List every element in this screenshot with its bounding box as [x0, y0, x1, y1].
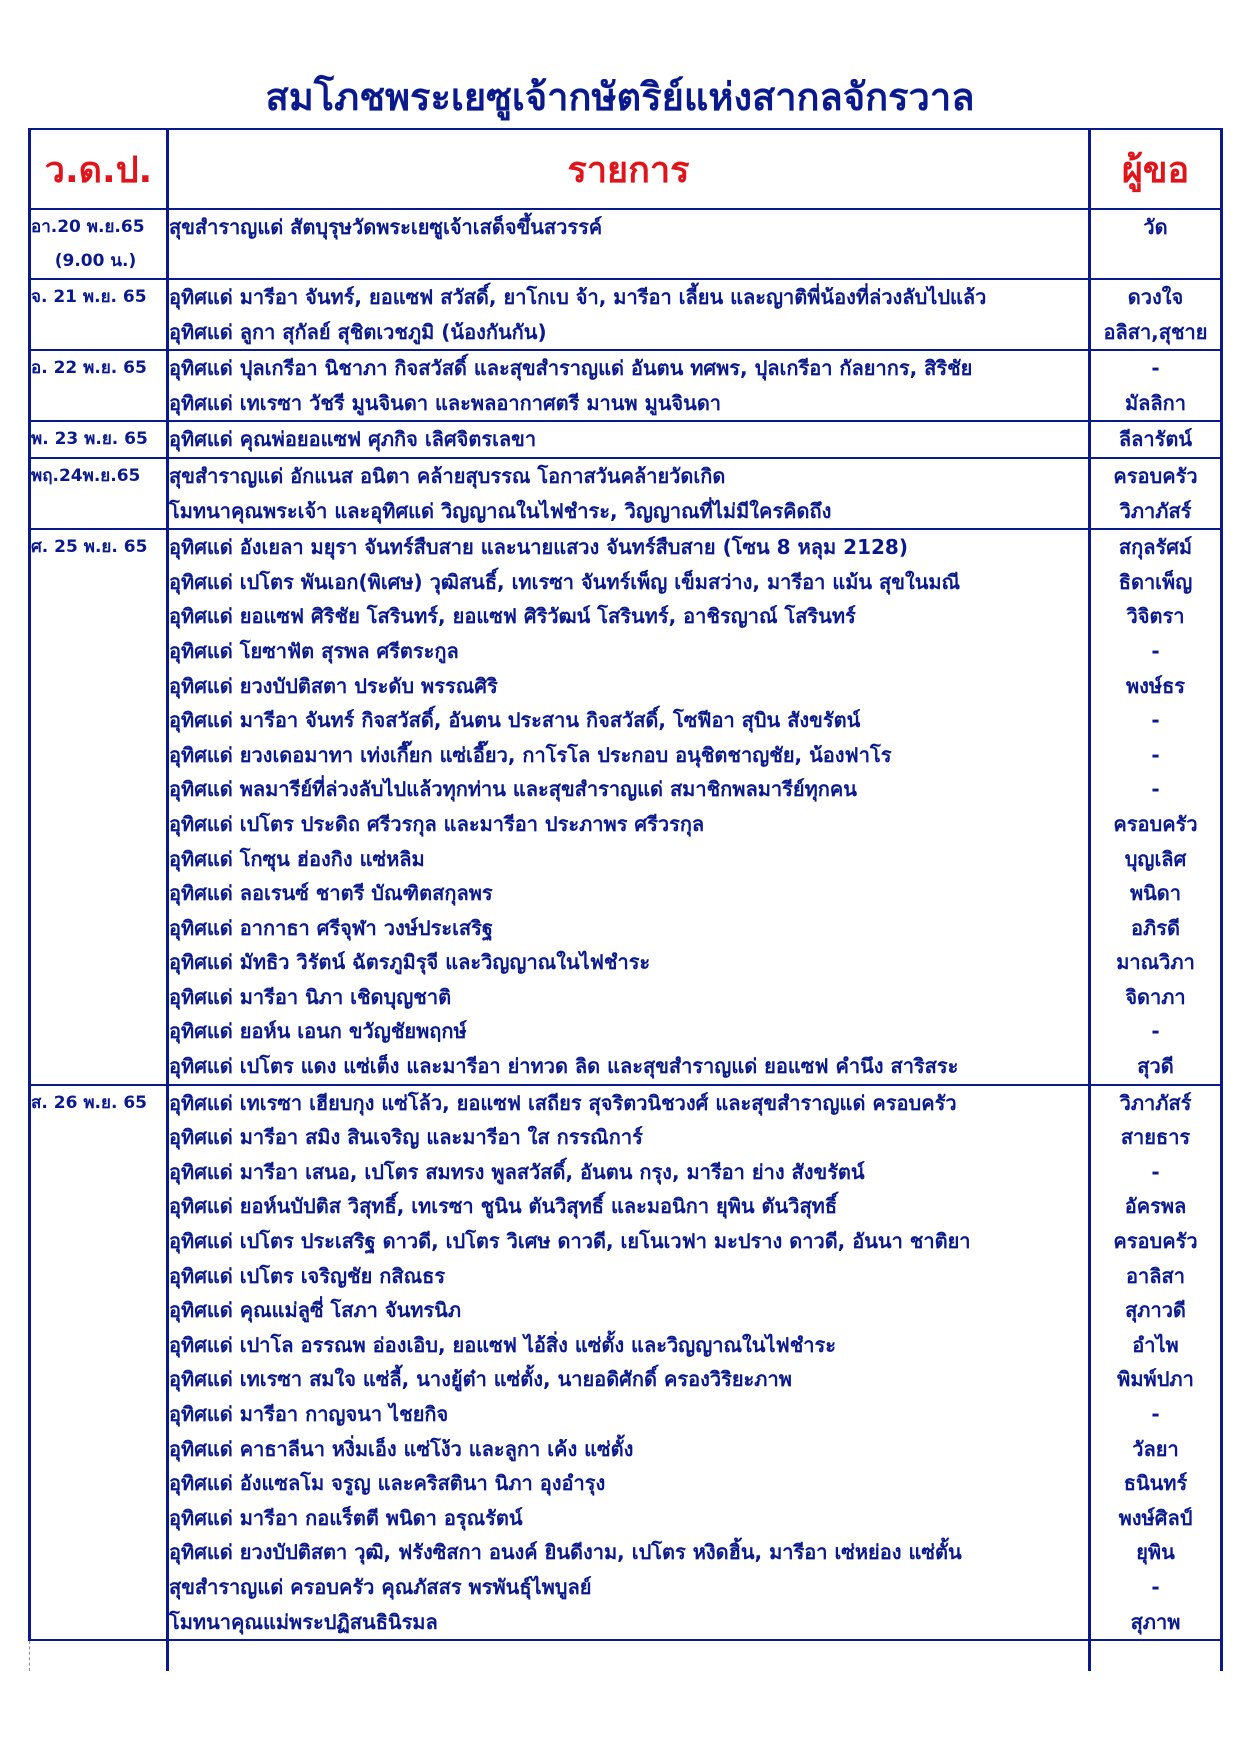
date-cell [30, 279, 168, 350]
intention-line: สุขสำราญแด่ อักแนส อนิตา คล้ายสุบรรณ โอกาสวันคล้ายวัดเกิด [169, 463, 726, 488]
requester-name: สุวดี [1137, 1054, 1174, 1079]
requester-cell [1090, 209, 1222, 279]
intention-line: อุทิศแด่ มัทธิว วิรัตน์ ฉัตรภูมิรุจี และวิญญาณในไฟชำระ [169, 950, 651, 975]
table-row [30, 1085, 1222, 1641]
date-text: อ. 22 พ.ย. 65 [31, 358, 147, 379]
requester-cell [1090, 350, 1222, 421]
requester-name: - [1151, 1019, 1160, 1044]
requester-name: ดวงใจ [1127, 285, 1184, 309]
intention-line: อุทิศแด่ อากาธา ศรีจุฬา วงษ์ประเสริฐ [169, 915, 493, 940]
date-text: พฤ.24พ.ย.65 [31, 465, 141, 486]
date-cell [30, 458, 168, 529]
date-text: จ. 21 พ.ย. 65 [31, 287, 147, 307]
requester-name: วิภาภัสร์ [1119, 1090, 1192, 1115]
empty-cell [1090, 1640, 1222, 1671]
date-cell [30, 529, 168, 1085]
requester-name: - [1151, 638, 1160, 663]
intention-line: อุทิศแด่ พลมารีย์ที่ล่วงลับไปแล้วทุกท่าน และสุขสำราญแด่ สมาชิกพลมารีย์ทุกคน [169, 777, 857, 802]
date-cell [30, 1085, 168, 1641]
requester-name: - [1151, 356, 1160, 381]
requester-name: สกุลรัศม์ [1118, 535, 1193, 560]
intention-line: อุทิศแด่ อังแซลโม จรูญ และคริสตินา นิภา อุงอำรุง [169, 1471, 606, 1496]
intention-line: อุทิศแด่ มารีอา กอแร็ตตี พนิดา อรุณรัตน์ [169, 1505, 523, 1530]
requester-name: วัด [1143, 215, 1168, 239]
requester-name: - [1151, 742, 1160, 767]
date-cell [30, 421, 168, 458]
intention-line: อุทิศแด่ โกซุน ฮ่องกิง แซ่หลิม [169, 846, 425, 871]
requester-name: วิจิตรา [1126, 604, 1185, 629]
requester-name: พิมพ์ปภา [1117, 1367, 1194, 1392]
date-text: ส. 26 พ.ย. 65 [31, 1092, 147, 1113]
requester-name: - [1151, 708, 1160, 733]
intention-line: สุขสำราญแด่ สัตบุรุษวัดพระเยซูเจ้าเสด็จขึ้นสวรรค์ [169, 215, 603, 239]
intention-cell [168, 1085, 1090, 1641]
requester-cell [1090, 458, 1222, 529]
requester-name: อภิรดี [1131, 915, 1180, 940]
requester-name: วิภาภัสร์ [1119, 498, 1192, 523]
date-text: ศ. 25 พ.ย. 65 [31, 537, 148, 558]
requester-name: ครอบครัว [1113, 463, 1198, 488]
intention-line: อุทิศแด่ โยซาฟัต สุรพล ศรีตระกูล [169, 638, 459, 663]
intention-line: อุทิศแด่ เปโตร ประดิถ ศรีวรกุล และมารีอา ประภาพร ศรีวรกุล [169, 811, 705, 836]
date-text: พ. 23 พ.ย. 65 [31, 429, 148, 450]
intention-cell [168, 529, 1090, 1085]
intention-line: อุทิศแด่ มารีอา เสนอ, เปโตร สมทรง พูลสวัสดิ์, อันตน กรุง, มารีอา ย่าง สังขรัตน์ [169, 1159, 865, 1184]
date-cell [30, 350, 168, 421]
requester-name: อำไพ [1132, 1332, 1179, 1357]
mass-intention-table [28, 128, 1223, 1671]
requester-name: วัลยา [1132, 1436, 1179, 1461]
intention-line: อุทิศแด่ ปุลเกรีอา นิชาภา กิจสวัสดิ์ และสุขสำราญแด่ อันตน ทศพร, ปุลเกรีอา กัลยากร, สิริชัย [169, 356, 973, 381]
requester-name: ลีลารัตน์ [1118, 427, 1193, 452]
intention-line: อุทิศแด่ ยวงบัปติสตา วุฒิ, ฟรังซิสกา อนงค์ ยินดีงาม, เปโตร หงิดฮิ้น, มารีอา เซ่หย่อง แซ่ตั้น [169, 1540, 962, 1565]
requester-name: ครอบครัว [1113, 811, 1198, 836]
intention-cell [168, 209, 1090, 279]
intention-line: อุทิศแด่ เทเรซา สมใจ แซ่ลี้, นางยู้ต๋า แซ่ตั้ง, นายอดิศักดิ์ ครองวิริยะภาพ [169, 1367, 792, 1392]
date-text: อา.20 พ.ย.65 [31, 217, 145, 237]
requester-name: ธนินทร์ [1123, 1471, 1188, 1496]
table-row [30, 529, 1222, 1085]
intention-line: โมทนาคุณพระเจ้า และอุทิศแด่ วิญญาณในไฟชำระ, วิญญาณที่ไม่มีใครคิดถึง [169, 498, 832, 523]
requester-name: บุญเลิศ [1124, 846, 1187, 871]
intention-line: อุทิศแด่ คุณแม่ลูซี่ โสภา จันทรนิภ [169, 1298, 462, 1323]
intention-line: อุทิศแด่ มารีอา จันทร์ กิจสวัสดิ์, อันตน ประสาน กิจสวัสดิ์, โซฟีอา สุบิน สังขรัตน์ [169, 708, 861, 733]
empty-cell [168, 1640, 1090, 1671]
table-row [30, 458, 1222, 529]
intention-line: อุทิศแด่ เทเรซา เฮียบกุง แซ่โล้ว, ยอแซฟ เสถียร สุจริตวนิชวงศ์ และสุขสำราญแด่ ครอบครัว [169, 1090, 957, 1115]
intention-line: อุทิศแด่ ยอแซฟ ศิริชัย โสรินทร์, ยอแซฟ ศิริวัฒน์ โสรินทร์, อาชิรญาณ์ โสรินทร์ [169, 604, 856, 629]
requester-name: สายธาร [1120, 1125, 1191, 1150]
requester-name: สุภาวดี [1125, 1298, 1186, 1323]
intention-cell [168, 350, 1090, 421]
intention-line: อุทิศแด่ ยวงบัปติสตา ประดับ พรรณศิริ [169, 673, 498, 698]
intention-cell [168, 458, 1090, 529]
header-date: ว.ด.ป. [30, 129, 168, 209]
table-row [30, 421, 1222, 458]
header-requester: ผู้ขอ [1090, 129, 1222, 209]
intention-line: อุทิศแด่ เปโตร เจริญชัย กสิณธร [169, 1263, 446, 1288]
requester-name: อลิสา,สุชาย [1103, 319, 1208, 344]
requester-name: - [1151, 1402, 1160, 1426]
table-row [30, 350, 1222, 421]
intention-line: อุทิศแด่ เปโตร ประเสริฐ ดาวดี, เปโตร วิเศษ ดาวดี, เยโนเวฟา มะปราง ดาวดี, อันนา ชาติยา [169, 1229, 971, 1254]
requester-name: อัครพล [1124, 1194, 1187, 1219]
requester-name: พงษ์ศิลป์ [1118, 1505, 1193, 1530]
date-cell [30, 209, 168, 279]
requester-name: อาลิสา [1126, 1263, 1185, 1288]
intention-cell [168, 421, 1090, 458]
intention-line: อุทิศแด่ อังเยลา มยุรา จันทร์สืบสาย และนายแสวง จันทร์สืบสาย (โซน 8 หลุม 2128) [169, 535, 908, 560]
intention-line: อุทิศแด่ มารีอา สมิง สินเจริญ และมารีอา ใส กรรณิการ์ [169, 1125, 643, 1150]
requester-name: จิดาภา [1125, 984, 1186, 1009]
requester-name: พงษ์ธร [1125, 673, 1186, 698]
requester-name: สุภาพ [1130, 1609, 1181, 1634]
requester-name: พนิดา [1129, 881, 1182, 906]
table-row-empty [30, 1640, 1222, 1671]
empty-cell [30, 1640, 168, 1671]
intention-line: อุทิศแด่ ยอห์นบัปติส วิสุทธิ์, เทเรซา ชูนิน ตันวิสุทธิ์ และมอนิกา ยุพิน ตันวิสุทธิ์ [169, 1194, 838, 1219]
table-row [30, 279, 1222, 350]
requester-cell [1090, 529, 1222, 1085]
intention-line: อุทิศแด่ เปโตร แดง แซ่เต็ง และมารีอา ย่าทวด ลิด และสุขสำราญแด่ ยอแซฟ คำนึง สาริสระ [169, 1054, 959, 1079]
requester-cell [1090, 421, 1222, 458]
requester-cell [1090, 1085, 1222, 1641]
requester-name: ครอบครัว [1113, 1229, 1198, 1254]
intention-line: อุทิศแด่ คาธาลีนา หงิ่มเอ็ง แซ่โง้ว และลูกา เค้ง แซ่ตั้ง [169, 1436, 634, 1461]
table-row [30, 209, 1222, 279]
requester-name: ธิดาเพ็ญ [1118, 569, 1193, 594]
intention-line: อุทิศแด่ คุณพ่อยอแซฟ ศุภกิจ เลิศจิตรเลขา [169, 427, 537, 452]
requester-name: - [1151, 777, 1160, 802]
header-item: รายการ [168, 129, 1090, 209]
intention-line: อุทิศแด่ ลอเรนซ์ ชาตรี บัณฑิตสกุลพร [169, 881, 493, 906]
intention-line: สุขสำราญแด่ ครอบครัว คุณภัสสร พรพันธุ์ไพบูลย์ [169, 1574, 592, 1599]
requester-name: - [1151, 1574, 1160, 1599]
intention-line: อุทิศแด่ เทเรซา วัชรี มูนจินดา และพลอากาศตรี มานพ มูนจินดา [169, 390, 722, 415]
intention-line: อุทิศแด่ ยวงเดอมาทา เท่งเกี๊ยก แซ่เอี๊ยว, กาโรโล ประกอบ อนุชิตชาญชัย, น้องฟาโร [169, 742, 892, 767]
intention-line: อุทิศแด่ มารีอา นิภา เชิดบุญชาติ [169, 984, 452, 1009]
requester-name: ยุพิน [1136, 1540, 1175, 1565]
intention-line: อุทิศแด่ เปาโล อรรณพ อ่องเอิบ, ยอแซฟ ไอ้สิ่ง แซ่ตั้ง และวิญญาณในไฟชำระ [169, 1332, 836, 1357]
intention-line: อุทิศแด่ ลูกา สุกัลย์ สุชิตเวชภูมิ (น้องกันกัน) [169, 319, 547, 344]
intention-cell [168, 279, 1090, 350]
requester-cell [1090, 279, 1222, 350]
page-title: สมโภชพระเยซูเจ้ากษัตริย์แห่งสากลจักรวาล [265, 75, 975, 119]
intention-line: อุทิศแด่ มารีอา จันทร์, ยอแซฟ สวัสดิ์, ยาโกเบ จ้า, มารีอา เลี้ยน และญาติพี่น้องที่ล่วงลับไปแล้ว [169, 285, 987, 309]
intention-line: อุทิศแด่ มารีอา กาญจนา ไชยกิจ [169, 1402, 449, 1426]
table-header-row [30, 129, 1222, 209]
intention-line: อุทิศแด่ ยอห์น เอนก ขวัญชัยพฤกษ์ [169, 1019, 467, 1044]
requester-name: - [1151, 1159, 1160, 1184]
intention-line: โมทนาคุณแม่พระปฏิสนธินิรมล [169, 1609, 438, 1634]
date-text: (9.00 น.) [54, 251, 137, 271]
requester-name: มัลลิกา [1124, 390, 1187, 415]
intention-line: อุทิศแด่ เปโตร พันเอก(พิเศษ) วุฒิสนธิ์, เทเรซา จันทร์เพ็ญ เข็มสว่าง, มารีอา แม้น สุขในมณี [169, 569, 961, 594]
requester-name: มาณวิภา [1116, 950, 1195, 975]
